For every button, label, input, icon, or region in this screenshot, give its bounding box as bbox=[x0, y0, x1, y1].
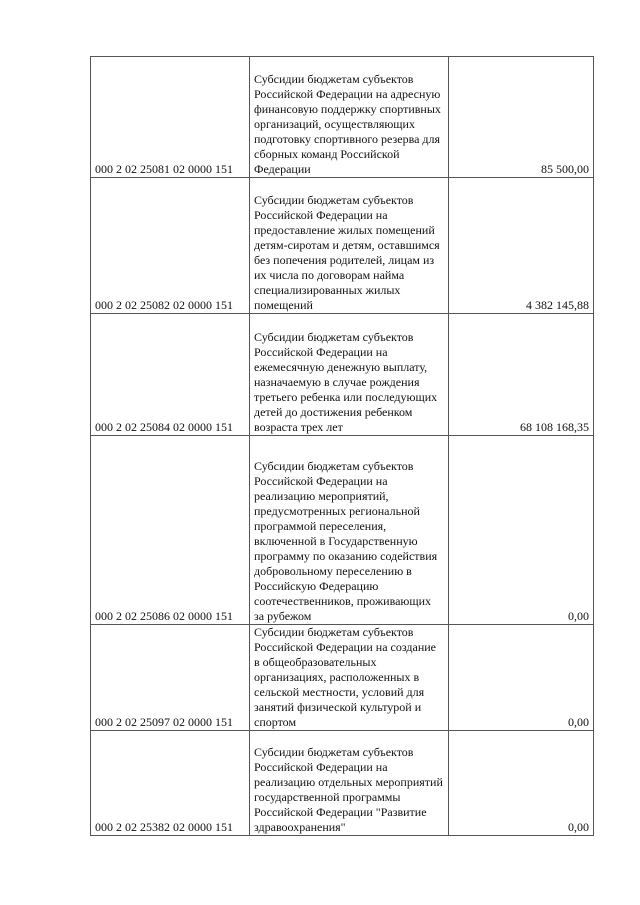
budget-table bbox=[90, 56, 594, 836]
amount-cell bbox=[449, 625, 594, 731]
description-cell bbox=[250, 178, 449, 314]
amount-cell bbox=[449, 436, 594, 625]
description-text: Субсидии бюджетам субъектов Российской Федерации на реализацию мероприятий, предусмотренных региональной программой переселения, включенной в Государственную программу по оказанию содействия добровольному переселению в Российскую Федерацию соотечественников, проживающих за рубежом bbox=[254, 459, 438, 623]
table-row bbox=[91, 436, 594, 625]
budget-code: 000 2 02 25081 02 0000 151 bbox=[95, 162, 233, 176]
amount-value: 68 108 168,35 bbox=[520, 420, 589, 434]
amount-value: 4 382 145,88 bbox=[526, 298, 589, 312]
description-cell bbox=[250, 436, 449, 625]
table-row bbox=[91, 57, 594, 178]
budget-code: 000 2 02 25082 02 0000 151 bbox=[95, 298, 233, 312]
description-cell bbox=[250, 57, 449, 178]
table-row bbox=[91, 178, 594, 314]
code-cell bbox=[91, 178, 250, 314]
amount-cell bbox=[449, 731, 594, 836]
description-cell bbox=[250, 314, 449, 436]
budget-code: 000 2 02 25084 02 0000 151 bbox=[95, 420, 233, 434]
amount-cell bbox=[449, 178, 594, 314]
budget-code: 000 2 02 25086 02 0000 151 bbox=[95, 609, 233, 623]
code-cell bbox=[91, 731, 250, 836]
code-cell bbox=[91, 436, 250, 625]
description-text: Субсидии бюджетам субъектов Российской Федерации на предоставление жилых помещений детям-сиротам и детям, оставшимся без попечения родителей, лицам из их числа по договорам найма специализированных жилых помещений bbox=[254, 193, 440, 312]
code-cell bbox=[91, 625, 250, 731]
description-text: Субсидии бюджетам субъектов Российской Федерации на реализацию отдельных мероприятий государственной программы Российской Федерации "Развитие здравоохранения" bbox=[254, 745, 443, 834]
table-row bbox=[91, 731, 594, 836]
amount-value: 0,00 bbox=[568, 609, 589, 623]
amount-value: 0,00 bbox=[568, 715, 589, 729]
amount-cell bbox=[449, 57, 594, 178]
description-text: Субсидии бюджетам субъектов Российской Федерации на создание в общеобразовательных организациях, расположенных в сельской местности, условий для занятий физической культурой и спортом bbox=[254, 625, 437, 729]
code-cell bbox=[91, 57, 250, 178]
amount-cell bbox=[449, 314, 594, 436]
description-cell bbox=[250, 731, 449, 836]
description-text: Субсидии бюджетам субъектов Российской Федерации на ежемесячную денежную выплату, назначаемую в случае рождения третьего ребенка или последующих детей до достижения ребенком возраста трех лет bbox=[254, 330, 438, 434]
description-cell bbox=[250, 625, 449, 731]
description-text: Субсидии бюджетам субъектов Российской Федерации на адресную финансовую поддержку спортивных организаций, осуществляющих подготовку спортивного резерва для сборных команд Российской Федерации bbox=[254, 72, 441, 176]
budget-code: 000 2 02 25382 02 0000 151 bbox=[95, 820, 233, 834]
amount-value: 0,00 bbox=[568, 820, 589, 834]
table-row bbox=[91, 625, 594, 731]
amount-value: 85 500,00 bbox=[541, 162, 589, 176]
table-row bbox=[91, 314, 594, 436]
code-cell bbox=[91, 314, 250, 436]
budget-code: 000 2 02 25097 02 0000 151 bbox=[95, 715, 233, 729]
